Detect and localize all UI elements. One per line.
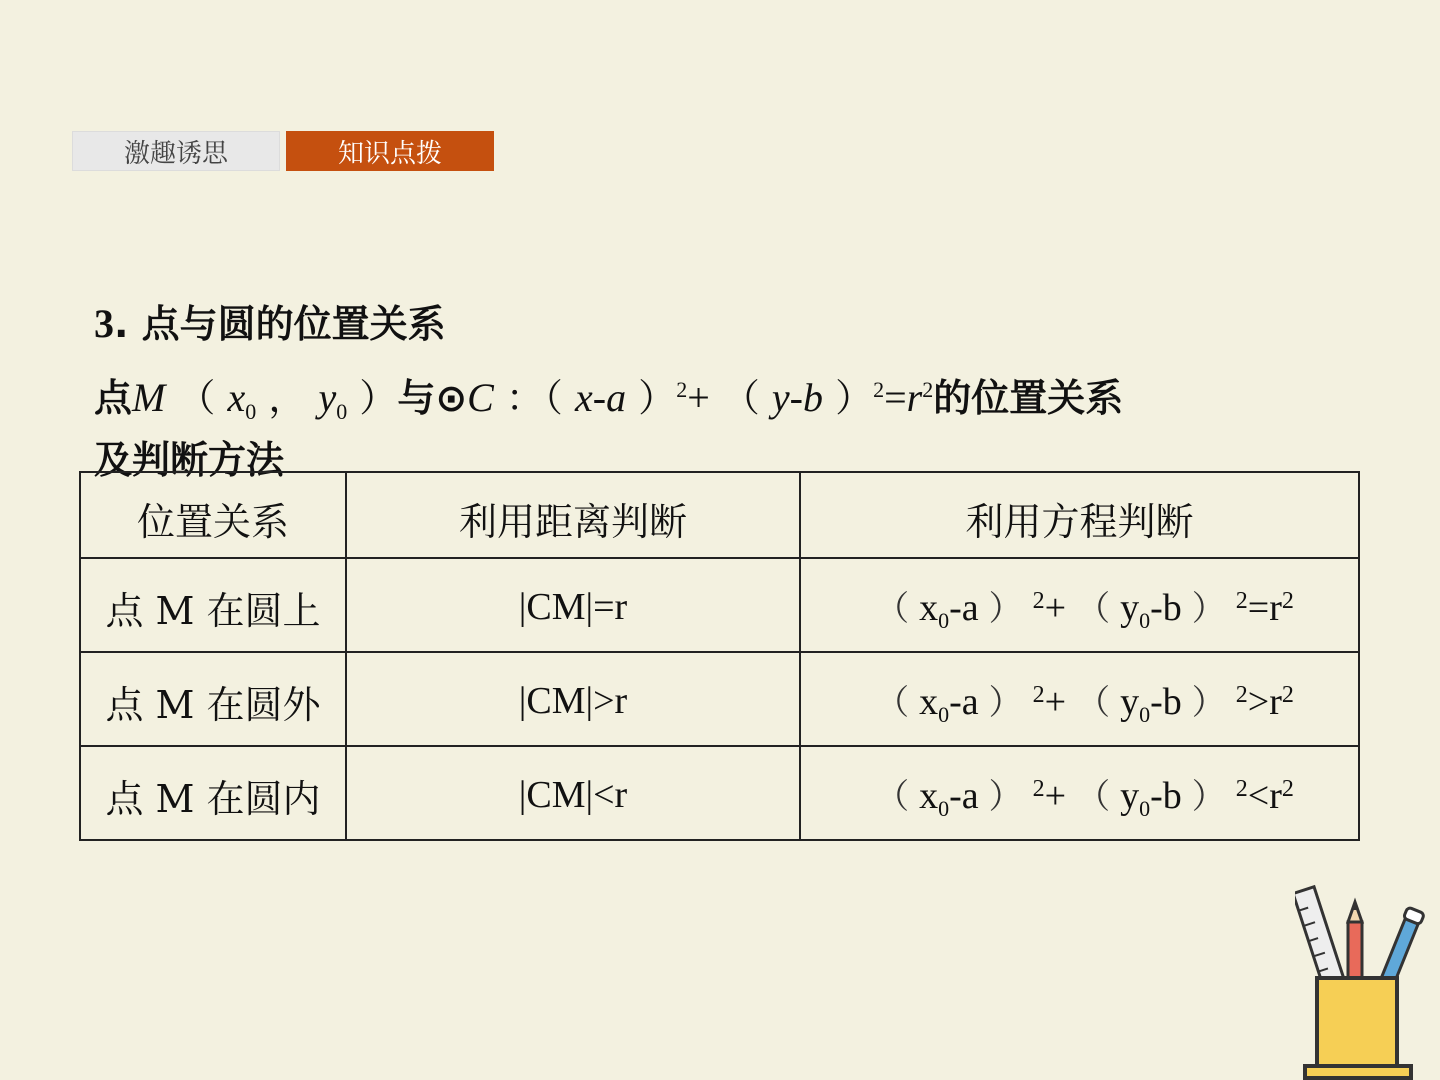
description-line <box>94 362 1354 440</box>
equation-cell <box>800 652 1359 746</box>
desc-paren4: ） <box>823 376 874 420</box>
desc-xa: x-a <box>575 375 627 420</box>
table-header-row <box>80 472 1359 558</box>
desc-paren3: （ <box>709 376 772 420</box>
desc-connector: 与⊙ <box>397 376 468 420</box>
table-row <box>80 652 1359 746</box>
desc-tail: 的位置关系 <box>933 376 1124 420</box>
section-number: 3 <box>94 301 114 346</box>
tab-zhishi-dianbo[interactable]: 知识点拨 <box>286 131 494 171</box>
desc-exp3: 2 <box>922 377 934 402</box>
header-relation: 位置关系 <box>80 472 346 558</box>
equation: （ $x_0-a$ ） $^2$+ （ $y_0-b$ ） $^2<r^2$ <box>875 774 1294 821</box>
distance-cell: |CM|=r <box>346 558 800 652</box>
relation-cell: 点 M 在圆上 <box>80 558 346 652</box>
equation-cell <box>800 746 1359 840</box>
table-row <box>80 558 1359 652</box>
desc-point: M <box>132 375 166 420</box>
distance-cell: |CM|>r <box>346 652 800 746</box>
desc-exp1: 2 <box>676 377 688 402</box>
tab-bar <box>72 131 494 171</box>
desc-equals: = <box>884 375 907 420</box>
description-line-2: 及判断方法 <box>94 438 285 482</box>
desc-plus: + <box>687 375 710 420</box>
desc-x-sub: 0 <box>245 399 257 424</box>
desc-paren-close: ） <box>347 376 398 420</box>
desc-x: x <box>227 375 246 420</box>
pencil-cup-icon <box>1295 880 1425 1080</box>
equation-cell <box>800 558 1359 652</box>
desc-r: r <box>906 375 923 420</box>
relation-cell: 点 M 在圆内 <box>80 746 346 840</box>
desc-circle: C <box>467 375 494 420</box>
relation-table <box>79 471 1360 841</box>
desc-comma: ， <box>256 376 319 420</box>
distance-cell: |CM|<r <box>346 746 800 840</box>
desc-paren: （ <box>165 376 228 420</box>
section-heading <box>94 296 446 352</box>
desc-y: y <box>318 375 337 420</box>
equation: （ $x_0-a$ ） $^2$+ （ $y_0-b$ ） $^2=r^2$ <box>875 586 1294 633</box>
desc-exp2: 2 <box>873 377 885 402</box>
equation: （ $x_0-a$ ） $^2$+ （ $y_0-b$ ） $^2>r^2$ <box>875 680 1294 727</box>
relation-cell: 点 M 在圆外 <box>80 652 346 746</box>
desc-paren2: ） <box>626 376 677 420</box>
desc-colon: ：（ <box>493 376 576 420</box>
desc-y-sub: 0 <box>336 399 348 424</box>
header-equation: 利用方程判断 <box>800 472 1359 558</box>
header-distance: 利用距离判断 <box>346 472 800 558</box>
table-row <box>80 746 1359 840</box>
section-title: 点与圆的位置关系 <box>141 302 446 346</box>
tab-jiqu-yousi[interactable]: 激趣诱思 <box>72 131 280 171</box>
section-dot: . <box>114 302 142 346</box>
desc-lead: 点 <box>94 376 133 420</box>
desc-yb: y-b <box>771 375 823 420</box>
